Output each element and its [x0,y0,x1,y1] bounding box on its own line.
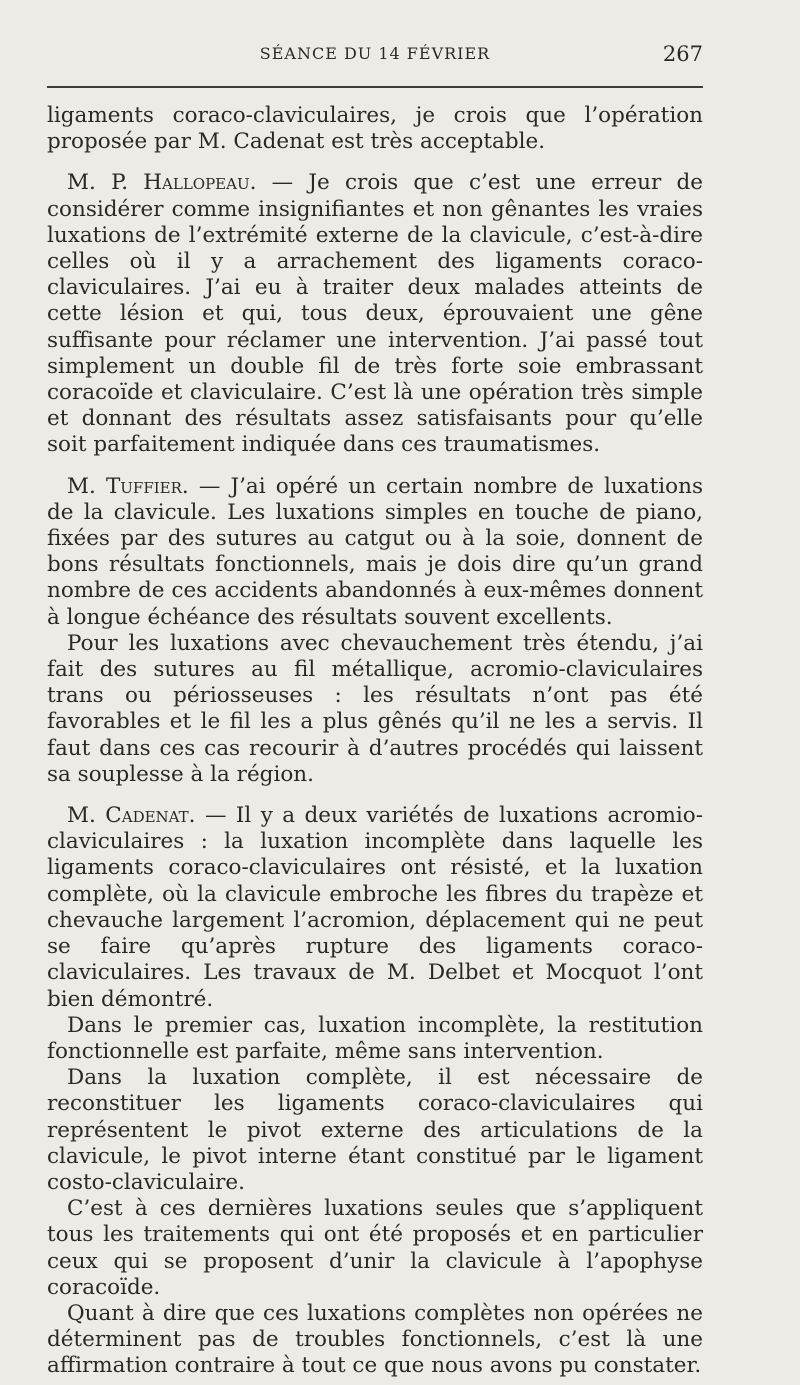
paragraph-text: — J’ai opéré un certain nombre de luxations de la clavicule. Les luxations simples en touche de piano, fixées par des sutures au catgut ou à la soie, donnent de bons résultats fonctionnels, mais je dois dire qu’un grand nombre de ces accidents abandonnés à eux-mêmes donnent à longue échéance des résultats souvent excellents. [47,473,704,630]
paragraph-cadenat-5 [47,1301,703,1380]
page-number: 267 [662,42,703,66]
paragraph-text: C’est à ces dernières luxations seules que s’appliquent tous les traitements qui ont été proposés et en particulier ceux qui se proposent d’unir la clavicule à l’apophyse coracoïde. [47,1196,703,1300]
paragraph-text: — Je crois que c’est une erreur de considérer comme insignifiantes et non gênantes les vraies luxations de l’extrémité externe de la clavicule, c’est-à-dire celles où il y a arrachement des ligaments coraco-claviculaires. J’ai eu à traiter deux malades atteints de cette lésion et qui, tous deux, éprouvaient une gêne suffisante pour réclamer une intervention. J’ai passé tout simplement un double fil de très forte soie embrassant coracoïde et claviculaire. C’est là une opération très simple et donnant des résultats assez satisfaisants pour qu’elle soit parfaitement indiquée dans ces traumatismes. [47,170,704,458]
page-header [47,44,703,74]
paragraph-text: Dans le premier cas, luxation incomplète, la restitution fonctionnelle est parfaite, même sans intervention. [47,1012,703,1064]
paragraph-tuffier [47,474,703,631]
paragraph-cadenat-2 [47,1013,703,1065]
speaker-name: M. Cadenat. [67,803,196,829]
paragraph-hallopeau [47,170,703,458]
paragraph-tuffier-continued [47,631,703,788]
speaker-name: M. Tuffier. [67,473,189,499]
paragraph-text: Pour les luxations avec chevauchement très étendu, j’ai fait des sutures au fil métallique, acromio-claviculaires trans ou périosseuses : les résultats n’ont pas été favorables et le fil les a plus gênés qu’il ne les a servis. Il faut dans ces cas recourir à d’autres procédés qui laissent sa souplesse à la région. [47,630,703,787]
paragraph-cadenat-4 [47,1196,703,1301]
running-title: SÉANCE DU 14 FÉVRIER [259,44,491,63]
speaker-name: M. P. Hallopeau. [67,170,257,196]
header-rule [47,86,703,88]
paragraph-text: Dans la luxation complète, il est nécessaire de reconstituer les ligaments coraco-claviculaires qui représentent le pivot externe des articulations de la clavicule, le pivot interne étant constitué par le ligament costo-claviculaire. [47,1065,703,1195]
paragraph-text: — Il y a deux variétés de luxations acromio-claviculaires : la luxation incomplète dans laquelle les ligaments coraco-claviculaires ont résisté, et la luxation complète, où la clavicule embroche les fibres du trapèze et chevauche largement l’acromion, déplacement qui ne peut se faire qu’après rupture des ligaments coraco-claviculaires. Les travaux de M. Delbet et Mocquot l’ont bien démontré. [47,803,704,1012]
paragraph-continuation [47,103,703,155]
paragraph-text: ligaments coraco-claviculaires, je crois que l’opération proposée par M. Cadenat est très acceptable. [47,103,703,155]
paragraph-cadenat [47,803,703,1013]
body-text [47,103,703,1380]
paragraph-cadenat-3 [47,1065,703,1196]
paragraph-text: Quant à dire que ces luxations complètes non opérées ne déterminent pas de troubles fonctionnels, c’est là une affirmation contraire à tout ce que nous avons pu constater. [47,1300,703,1379]
